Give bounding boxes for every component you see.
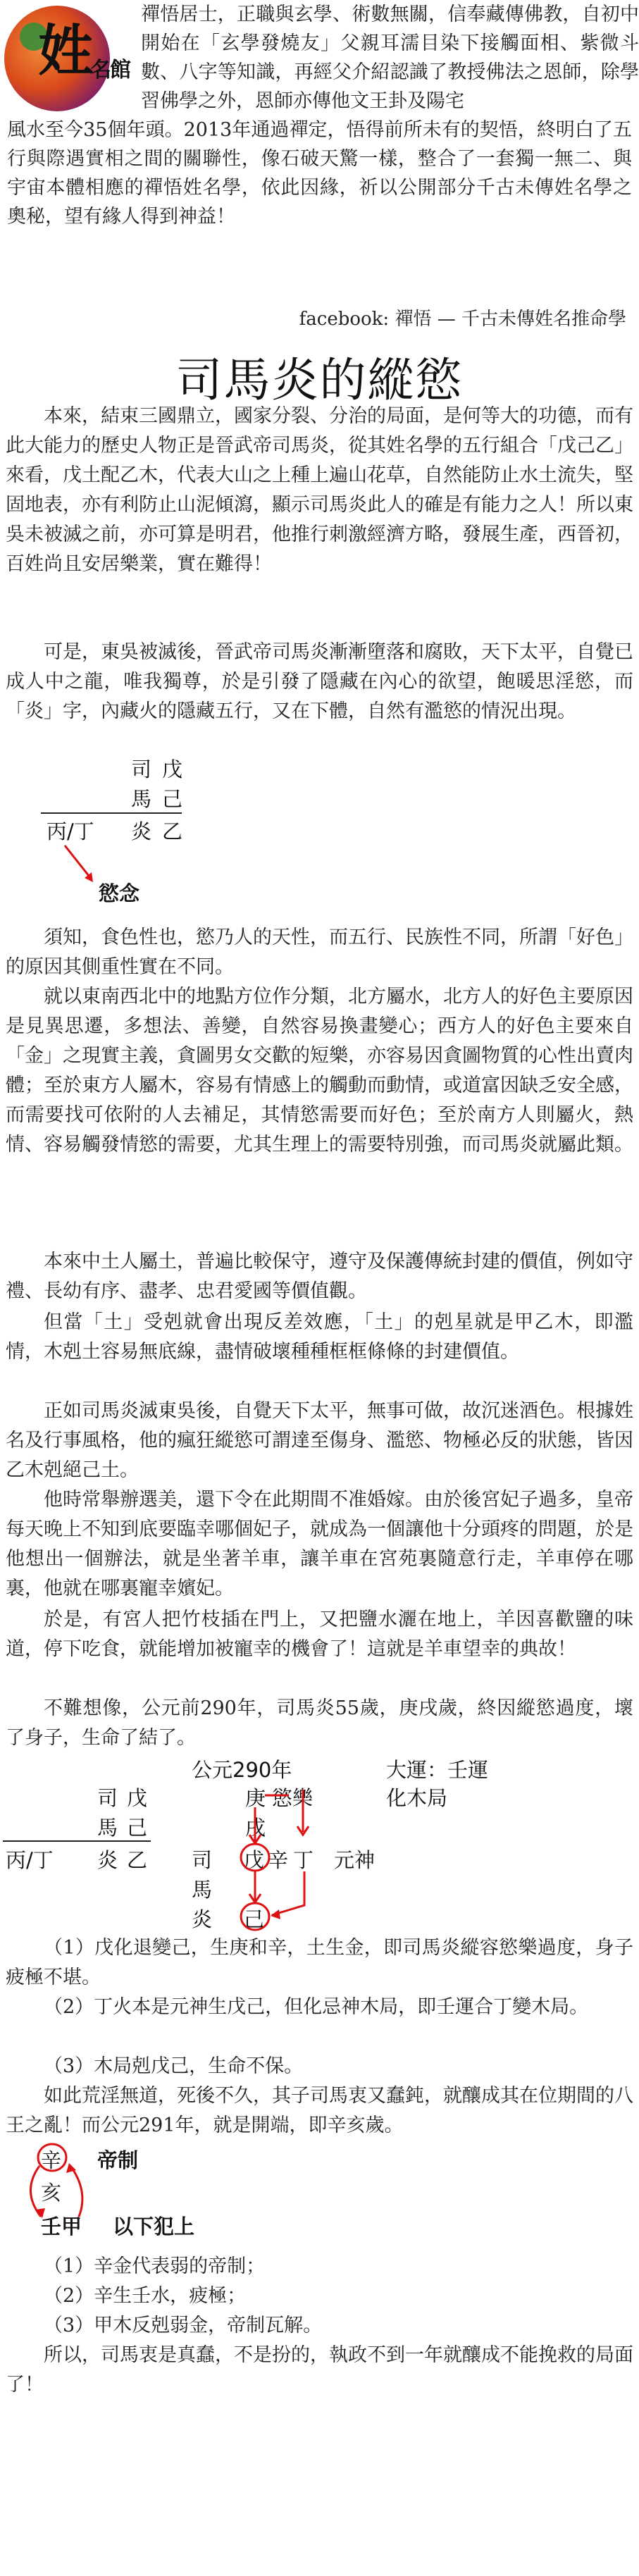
paragraph-12: 所以，司馬衷是真蠢，不是扮的，執政不到一年就釀成不能挽救的局面了！ (6, 2344, 633, 2396)
d2-char-xu: 戌 (245, 1816, 266, 1840)
paragraph-7: 正如司馬炎滅東吳後，自覺天下太平，無事可做，故沉迷酒色。根據姓名及行事風格，他的瘋狂縱慾可謂達至傷身、濫慾、物極必反的狀態，皆因乙木剋絕己土。 (6, 1400, 633, 1481)
d3-char-xin: 辛 (41, 2148, 62, 2172)
d2-r-xin: 辛 (268, 1848, 289, 1872)
d2-stack-si: 司 (192, 1848, 213, 1872)
d2-stack-ma: 馬 (192, 1878, 213, 1902)
paragraph-4: 就以東南西北中的地點方位作分類，北方屬水，北方人的好色主要原因是見異思遷，多想法、善變，自然容易換畫變心；西方人的好色主要來自「金」之現實主義，貪圖男女交歡的短樂，亦容易因貪圖物質的心性出賣肉體；至於東方人屬木，容易有情感上的觸動而動情，或道富因缺乏安全感，而需要找可依附的人去補足，其情慾需要而好色；至於南方人則屬火，熱情、容易觸發情慾的需要，尤其生理上的需要特別強，而司馬炎就屬此類。 (6, 986, 633, 1156)
logo-sub-text: 名館 (90, 58, 130, 82)
d3-char-hai: 亥 (41, 2181, 62, 2205)
list1-item-3: （3）木局剋戊己，生命不保。 (44, 2055, 304, 2077)
d1-char-ma: 馬 (131, 787, 152, 811)
d1-char-wu: 戊 (162, 757, 183, 781)
logo-main-char: 姓 (38, 20, 94, 83)
d2-char-wu: 戊 (127, 1786, 148, 1810)
d2-char-yi: 乙 (127, 1848, 148, 1872)
d2-r-ding: 丁 (293, 1848, 314, 1872)
paragraph-3: 須知，食色性也，慾乃人的天性，而五行、民族性不同，所謂「好色」的原因其側重性實在不同。 (6, 927, 633, 978)
intro-line-1: 禪悟居士，正職與玄學、術數無關，信奉藏傳佛教，自初中開始在「玄學發燒友」父親耳濡目染下接觸面相、紫微斗數、八字等知識，再經父介紹認識了教授佛法之恩師，除學習佛學之外，恩師亦傳他文王卦及陽宅 (141, 4, 639, 112)
d3-ren-jia: 壬甲 (41, 2215, 82, 2238)
d1-char-si: 司 (131, 757, 152, 781)
d2-char-ma: 馬 (97, 1816, 118, 1840)
paragraph-10: 不難想像，公元前290年，司馬炎55歲，庚戌歲，終因縱慾過度，壞了身子，生命了結了。 (6, 1697, 633, 1749)
d2-char-ji: 己 (127, 1816, 148, 1840)
d2-stack-yan: 炎 (192, 1907, 213, 1931)
list1-item-1: （1）戊化退變己，生庚和辛，土生金，即司馬炎縱容慾樂過度，身子疲極不堪。 (6, 1937, 633, 1988)
list2-item-1: （1）辛金代表弱的帝制； (44, 2255, 266, 2277)
d1-char-yi: 乙 (162, 819, 183, 843)
d2-primal-spirit: 元神 (334, 1848, 376, 1872)
d2-r-ji: 己 (244, 1907, 265, 1931)
intro-line-2: 風水至今35個年頭。2013年通過禪定，悟得前所未有的契悟，終明白了五行與際遇實相之間的關聯性，像石破天驚一樣，整合了一套獨一無二、與宇宙本體相應的禪悟姓名學，依此因緣，祈以公開部分千古未傳姓名學之奧秘，望有緣人得到神益！ (7, 119, 632, 228)
article-title: 司馬炎的縱慾 (175, 353, 464, 407)
facebook-credit[interactable]: facebook: 禪悟 — 千古未傳姓名推命學 (299, 309, 626, 330)
d2-wood-bureau: 化木局 (386, 1786, 448, 1810)
d2-desire-joy: 慾樂 (272, 1786, 314, 1810)
d2-char-geng: 庚 (245, 1786, 266, 1810)
d2-char-yan: 炎 (97, 1848, 118, 1872)
d2-r-wu: 戊 (244, 1848, 265, 1872)
paragraph-5: 本來中土人屬土，普遍比較保守，遵守及保護傳統封建的價值，例如守禮、長幼有序、盡孝、忠君愛國等價值觀。 (6, 1251, 633, 1302)
d1-char-ji: 己 (162, 787, 183, 811)
list1-item-2: （2）丁火本是元神生戊己，但化忌神木局，即壬運合丁變木局。 (44, 1996, 589, 2018)
paragraph-2: 可是，東吳被滅後，晉武帝司馬炎漸漸墮落和腐敗，天下太平，自覺已成人中之龍，唯我獨尊，於是引發了隱藏在內心的欲望，飽暖思淫慾，而「炎」字，內藏火的隱藏五行，又在下體，自然有濫慾的情況出現。 (6, 641, 633, 722)
d2-char-si: 司 (97, 1786, 118, 1810)
d2-bingding: 丙/丁 (6, 1848, 54, 1872)
paragraph-6: 但當「土」受剋就會出現反差效應，「土」的剋星就是甲乙木，即濫情，木剋土容易無底線，盡情破壞種種框框條條的封建價值。 (6, 1311, 633, 1363)
d2-luck: 大運：壬運 (386, 1758, 489, 1782)
d1-char-yan: 炎 (131, 819, 152, 843)
d3-rebellion: 以下犯上 (113, 2215, 195, 2238)
list2-item-2: （2）辛生壬水，疲極； (44, 2285, 247, 2307)
list2-item-3: （3）甲木反剋弱金，帝制瓦解。 (44, 2315, 323, 2336)
paragraph-1: 本來，結束三國鼎立，國家分裂、分治的局面，是何等大的功德，而有此大能力的歷史人物正是晉武帝司馬炎，從其姓名學的五行組合「戊己乙」來看，戊土配乙木，代表大山之上種上遍山花草，自然能防止水土流失，堅固地表，亦有利防止山泥傾瀉，顯示司馬炎此人的確是有能力之人！所以東吳未被滅之前，亦可算是明君，他推行刺激經濟方略，發展生產，西晉初，百姓尚且安居樂業，實在難得！ (6, 405, 633, 575)
paragraph-8: 他時常舉辦選美，還下令在此期間不准婚嫁。由於後宮妃子過多，皇帝每天晚上不知到底要臨幸哪個妃子，就成為一個讓他十分頭疼的問題，於是他想出一個辦法，就是坐著羊車，讓羊車在宮苑裏隨意行走，羊車停在哪裏，他就在哪裏寵幸嬪妃。 (6, 1489, 633, 1599)
d3-imperial-system: 帝制 (97, 2148, 139, 2172)
d2-year: 公元290年 (192, 1758, 292, 1782)
paragraph-11: 如此荒淫無道，死後不久，其子司馬衷又蠢鈍，就釀成其在位期間的八王之亂！而公元291年，就是開端，即辛亥歲。 (6, 2085, 633, 2136)
paragraph-9: 於是，有宮人把竹枝插在門上，又把鹽水灑在地上，羊因喜歡鹽的味道，停下吃食，就能增加被寵幸的機會了！這就是羊車望幸的典故！ (6, 1609, 633, 1660)
d1-bingding: 丙/丁 (46, 819, 94, 843)
d1-desire-label: 慾念 (99, 881, 140, 905)
